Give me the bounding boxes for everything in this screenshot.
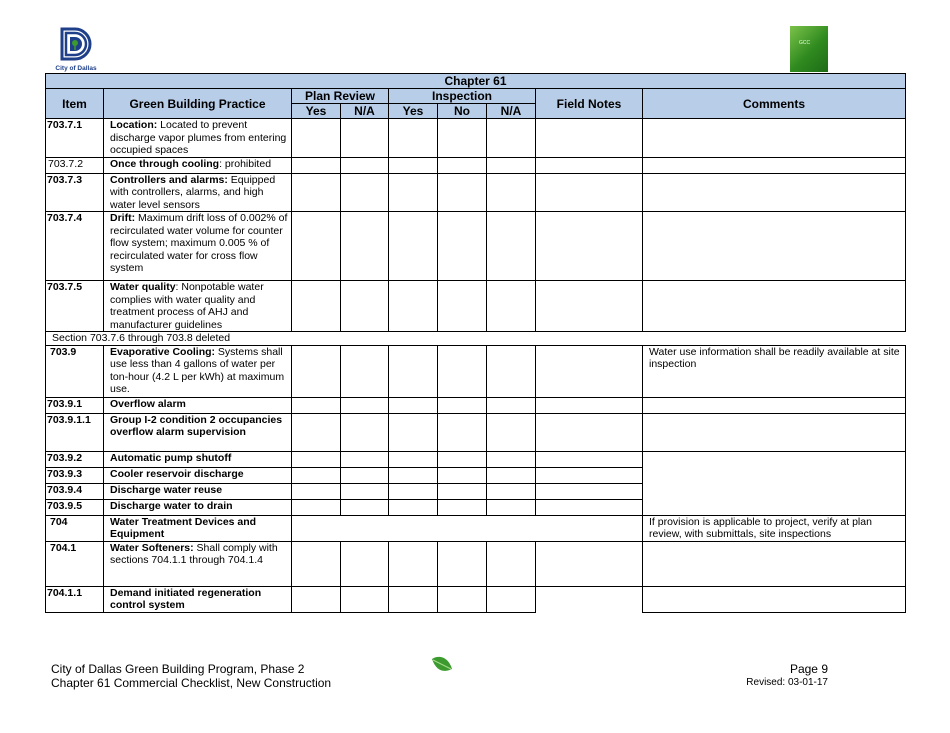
pr-na-cell[interactable] [341, 483, 389, 499]
item-number: 703.7.1 [46, 119, 104, 158]
in-na-cell[interactable] [487, 345, 536, 397]
logo-caption: City of Dallas [55, 65, 97, 72]
chapter-heading: Chapter 61 [46, 74, 906, 89]
in-no-cell[interactable] [438, 119, 487, 158]
pr-yes-cell[interactable] [292, 281, 341, 332]
field-notes-cell[interactable] [536, 281, 643, 332]
comments-cell[interactable]: If provision is applicable to project, verify at plan review, with submittals, site inspections [643, 515, 906, 541]
practice-text: Demand initiated regeneration control system [104, 586, 292, 612]
page-number: Page 9 [789, 662, 828, 676]
in-no-cell[interactable] [438, 281, 487, 332]
practice-text: Group I-2 condition 2 occupancies overflow alarm supervision [104, 413, 292, 451]
pr-na-cell[interactable] [341, 413, 389, 451]
field-notes-cell[interactable] [536, 173, 643, 212]
field-notes-cell[interactable] [536, 212, 643, 281]
table-row [46, 157, 906, 173]
pr-yes-cell[interactable] [292, 212, 341, 281]
dallas-d-icon [58, 26, 94, 62]
item-number: 704.1.1 [46, 586, 104, 612]
in-no-cell[interactable] [438, 586, 487, 612]
pr-na-cell[interactable] [341, 451, 389, 467]
pr-yes-cell[interactable] [292, 119, 341, 158]
logo-text: GCC [799, 40, 811, 46]
comments-cell[interactable] [643, 413, 906, 451]
in-yes-cell[interactable] [389, 451, 438, 467]
field-notes-cell[interactable] [536, 397, 643, 413]
table-row [46, 586, 906, 612]
pr-na-cell[interactable] [341, 467, 389, 483]
comments-cell[interactable] [643, 397, 906, 413]
in-na-cell[interactable] [487, 281, 536, 332]
in-na-cell[interactable] [487, 541, 536, 586]
table-row [46, 212, 906, 281]
in-no-cell[interactable] [438, 345, 487, 397]
in-no-cell[interactable] [438, 157, 487, 173]
table-row [46, 173, 906, 212]
practice-text: Drift: Maximum drift loss of 0.002% of recirculated water volume for counter flow system; maximum 0.005 % of recirculated water for cross flow system [104, 212, 292, 281]
pr-na-cell[interactable] [341, 119, 389, 158]
item-number: 703.9.2 [46, 451, 104, 467]
pr-yes-cell[interactable] [292, 157, 341, 173]
field-notes-cell[interactable] [536, 157, 643, 173]
comments-cell[interactable]: Water use information shall be readily available at site inspection [643, 345, 906, 397]
pr-na-cell[interactable] [341, 541, 389, 586]
in-yes-cell[interactable] [389, 397, 438, 413]
comments-cell[interactable] [643, 119, 906, 158]
comments-cell[interactable] [643, 157, 906, 173]
in-yes-cell[interactable] [389, 119, 438, 158]
comments-cell[interactable] [643, 212, 906, 281]
in-na-cell[interactable] [487, 157, 536, 173]
leaf-icon [430, 655, 454, 680]
header-pr-yes: Yes [292, 104, 341, 119]
footer-program: City of Dallas Green Building Program, Phase 2 [51, 662, 305, 676]
field-notes-cell[interactable] [536, 413, 643, 451]
table-row [46, 515, 906, 541]
pr-na-cell[interactable] [341, 157, 389, 173]
item-number: 703.7.3 [46, 173, 104, 212]
in-no-cell[interactable] [438, 467, 487, 483]
practice-text: Water Treatment Devices and Equipment [104, 515, 292, 541]
field-notes-cell[interactable] [536, 345, 643, 397]
pr-yes-cell[interactable] [292, 586, 341, 612]
field-notes-cell[interactable] [536, 483, 643, 499]
pr-yes-cell[interactable] [292, 397, 341, 413]
merged-review-cell[interactable] [292, 515, 643, 541]
field-notes-cell[interactable] [536, 467, 643, 483]
header-field-notes: Field Notes [536, 89, 643, 119]
in-yes-cell[interactable] [389, 157, 438, 173]
in-yes-cell[interactable] [389, 586, 438, 612]
field-notes-cell[interactable] [536, 541, 643, 586]
pr-na-cell[interactable] [341, 499, 389, 515]
footer-checklist: Chapter 61 Commercial Checklist, New Construction [51, 676, 332, 690]
pr-na-cell[interactable] [341, 212, 389, 281]
item-number: 704 [46, 515, 104, 541]
item-number: 703.9.4 [46, 483, 104, 499]
pr-na-cell[interactable] [341, 281, 389, 332]
in-no-cell[interactable] [438, 173, 487, 212]
in-yes-cell[interactable] [389, 499, 438, 515]
practice-text: Water quality: Nonpotable water complies with water quality and treatment process of AHJ and manufacturer guidelines [104, 281, 292, 332]
pr-na-cell[interactable] [341, 173, 389, 212]
in-no-cell[interactable] [438, 413, 487, 451]
header-in-no: No [438, 104, 487, 119]
in-na-cell[interactable] [487, 212, 536, 281]
in-na-cell[interactable] [487, 173, 536, 212]
pr-yes-cell[interactable] [292, 173, 341, 212]
pr-na-cell[interactable] [341, 586, 389, 612]
table-row [46, 541, 906, 586]
item-number: 704.1 [46, 541, 104, 586]
in-na-cell[interactable] [487, 499, 536, 515]
header-inspection: Inspection [389, 89, 536, 104]
item-number: 703.9.1 [46, 397, 104, 413]
pr-na-cell[interactable] [341, 345, 389, 397]
in-no-cell[interactable] [438, 212, 487, 281]
practice-text: Location: Located to prevent discharge vapor plumes from entering occupied spaces [104, 119, 292, 158]
table-row [46, 397, 906, 413]
pr-na-cell[interactable] [341, 397, 389, 413]
header-item: Item [46, 89, 104, 119]
in-yes-cell[interactable] [389, 281, 438, 332]
header-in-na: N/A [487, 104, 536, 119]
in-na-cell[interactable] [487, 483, 536, 499]
item-number: 703.9.1.1 [46, 413, 104, 451]
footer-left [51, 662, 331, 690]
practice-text: Cooler reservoir discharge [104, 467, 292, 483]
table-row [46, 451, 906, 467]
city-of-dallas-logo [46, 26, 106, 74]
comments-cell[interactable] [643, 173, 906, 212]
in-yes-cell[interactable] [389, 467, 438, 483]
header-comments: Comments [643, 89, 906, 119]
in-no-cell[interactable] [438, 499, 487, 515]
checklist-table [45, 73, 906, 613]
practice-text: Automatic pump shutoff [104, 451, 292, 467]
in-yes-cell[interactable] [389, 541, 438, 586]
item-number: 703.9.5 [46, 499, 104, 515]
in-no-cell[interactable] [438, 451, 487, 467]
field-notes-cell[interactable] [536, 119, 643, 158]
item-number: 703.7.2 [46, 157, 104, 173]
table-row [46, 332, 906, 346]
pr-yes-cell[interactable] [292, 483, 341, 499]
field-notes-cell[interactable] [536, 586, 643, 612]
table-row [46, 119, 906, 158]
pr-yes-cell[interactable] [292, 451, 341, 467]
comments-cell[interactable] [643, 541, 906, 586]
header-plan-review: Plan Review [292, 89, 389, 104]
in-yes-cell[interactable] [389, 212, 438, 281]
pr-yes-cell[interactable] [292, 413, 341, 451]
footer-right [746, 662, 828, 690]
practice-text: Discharge water to drain [104, 499, 292, 515]
header-in-yes: Yes [389, 104, 438, 119]
in-no-cell[interactable] [438, 541, 487, 586]
pr-yes-cell[interactable] [292, 499, 341, 515]
in-no-cell[interactable] [438, 483, 487, 499]
in-na-cell[interactable] [487, 451, 536, 467]
item-number: 703.7.5 [46, 281, 104, 332]
practice-text: Once through cooling: prohibited [104, 157, 292, 173]
pr-yes-cell[interactable] [292, 467, 341, 483]
comments-cell[interactable] [643, 586, 906, 612]
green-code-logo [790, 26, 828, 72]
comments-cell[interactable] [643, 451, 906, 515]
in-yes-cell[interactable] [389, 413, 438, 451]
pr-yes-cell[interactable] [292, 345, 341, 397]
table-row [46, 281, 906, 332]
pr-yes-cell[interactable] [292, 541, 341, 586]
in-na-cell[interactable] [487, 586, 536, 612]
practice-text: Evaporative Cooling: Systems shall use less than 4 gallons of water per ton-hour (4.2 L per kWh) at maximum use. [104, 345, 292, 397]
field-notes-cell[interactable] [536, 451, 643, 467]
revised-date: Revised: 03-01-17 [746, 677, 828, 688]
practice-text: Controllers and alarms: Equipped with controllers, alarms, and high water level sensors [104, 173, 292, 212]
item-number: 703.7.4 [46, 212, 104, 281]
in-yes-cell[interactable] [389, 173, 438, 212]
practice-text: Discharge water reuse [104, 483, 292, 499]
item-number: 703.9.3 [46, 467, 104, 483]
in-na-cell[interactable] [487, 467, 536, 483]
in-na-cell[interactable] [487, 413, 536, 451]
in-na-cell[interactable] [487, 119, 536, 158]
table-row [46, 413, 906, 451]
in-no-cell[interactable] [438, 397, 487, 413]
practice-text: Overflow alarm [104, 397, 292, 413]
comments-cell[interactable] [643, 281, 906, 332]
practice-text: Water Softeners: Shall comply with sections 704.1.1 through 704.1.4 [104, 541, 292, 586]
header-practice: Green Building Practice [104, 89, 292, 119]
in-yes-cell[interactable] [389, 345, 438, 397]
in-yes-cell[interactable] [389, 483, 438, 499]
item-number: 703.9 [46, 345, 104, 397]
table-row [46, 345, 906, 397]
in-na-cell[interactable] [487, 397, 536, 413]
field-notes-cell[interactable] [536, 499, 643, 515]
header-pr-na: N/A [341, 104, 389, 119]
deleted-sections-note: Section 703.7.6 through 703.8 deleted [46, 332, 906, 346]
